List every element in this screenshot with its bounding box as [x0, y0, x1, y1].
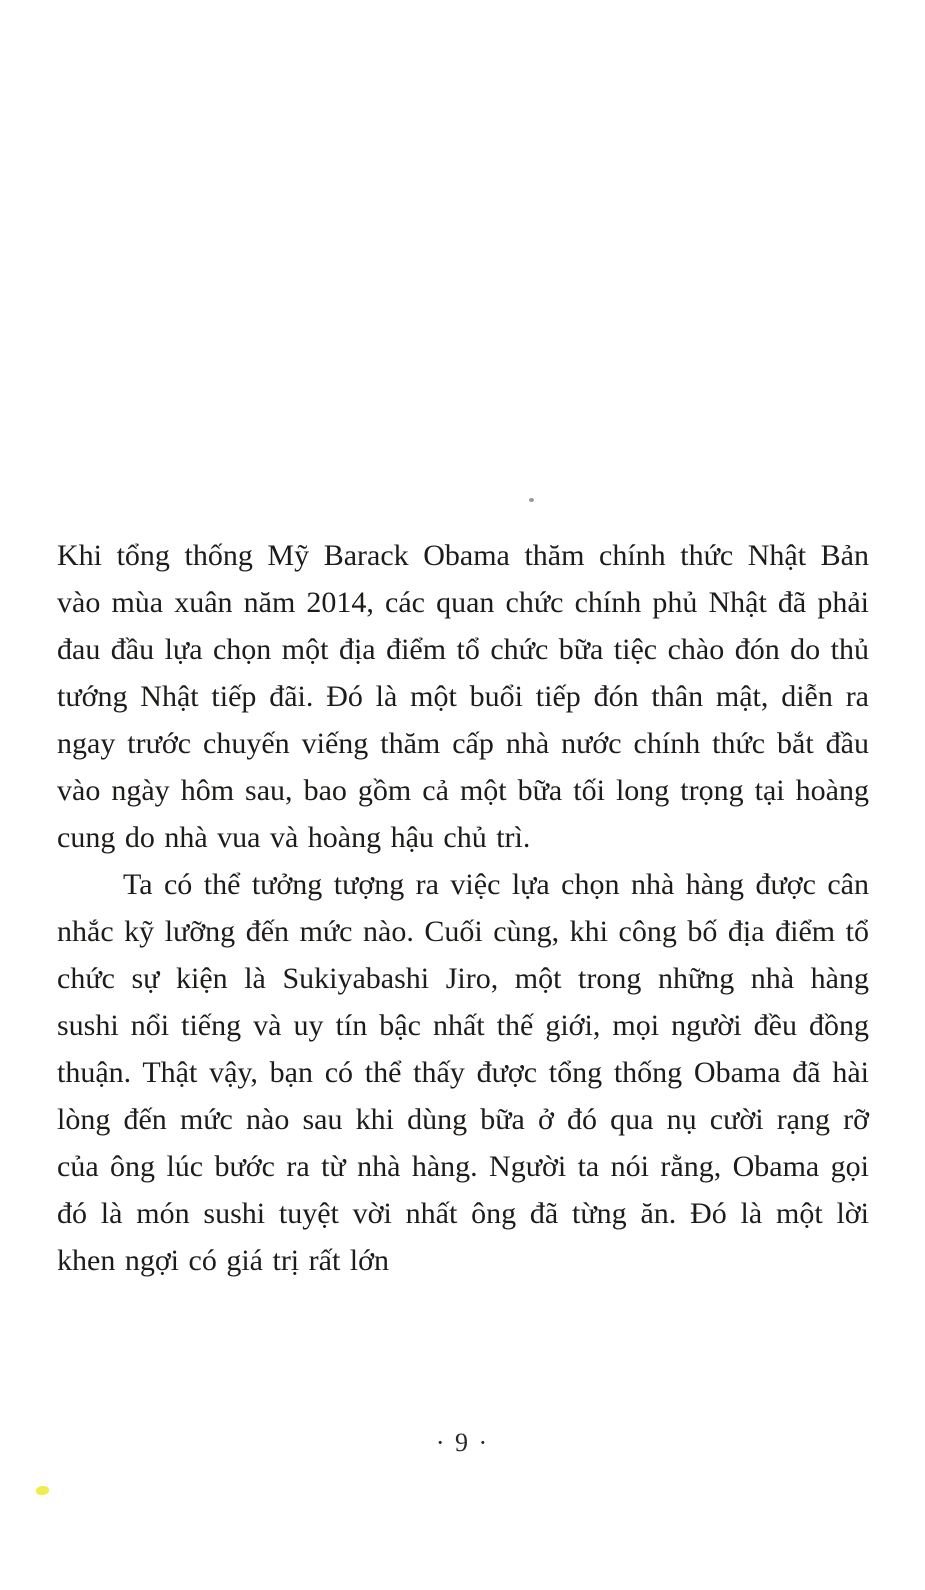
scan-dust-speck — [529, 498, 534, 502]
paragraph-2: Ta có thể tưởng tượng ra việc lựa chọn nhà hàng được cân nhắc kỹ lưỡng đến mức nào. Cuối cùng, khi công bố địa điểm tổ chức sự kiện là Sukiyabashi Jiro, một trong những nhà hàng sushi nổi tiếng và uy tín bậc nhất thế giới, mọi người đều đồng thuận. Thật vậy, bạn có thể thấy được tổng thống Obama đã hài lòng đến mức nào sau khi dùng bữa ở đó qua nụ cười rạng rỡ của ông lúc bước ra từ nhà hàng. Người ta nói rằng, Obama gọi đó là món sushi tuyệt vời nhất ông đã từng ăn. Đó là một lời khen ngợi có giá trị rất lớn — [57, 868, 869, 1277]
yellow-mark-artifact — [36, 1486, 49, 1495]
paragraph-1: Khi tổng thống Mỹ Barack Obama thăm chính thức Nhật Bản vào mùa xuân năm 2014, các quan chức chính phủ Nhật đã phải đau đầu lựa chọn một địa điểm tổ chức bữa tiệc chào đón do thủ tướng Nhật tiếp đãi. Đó là một buổi tiếp đón thân mật, diễn ra ngay trước chuyến viếng thăm cấp nhà nước chính thức bắt đầu vào ngày hôm sau, bao gồm cả một bữa tối long trọng tại hoàng cung do nhà vua và hoàng hậu chủ trì. — [57, 539, 869, 854]
page-number: · 9 · — [435, 1428, 490, 1457]
body-text — [57, 532, 869, 1284]
